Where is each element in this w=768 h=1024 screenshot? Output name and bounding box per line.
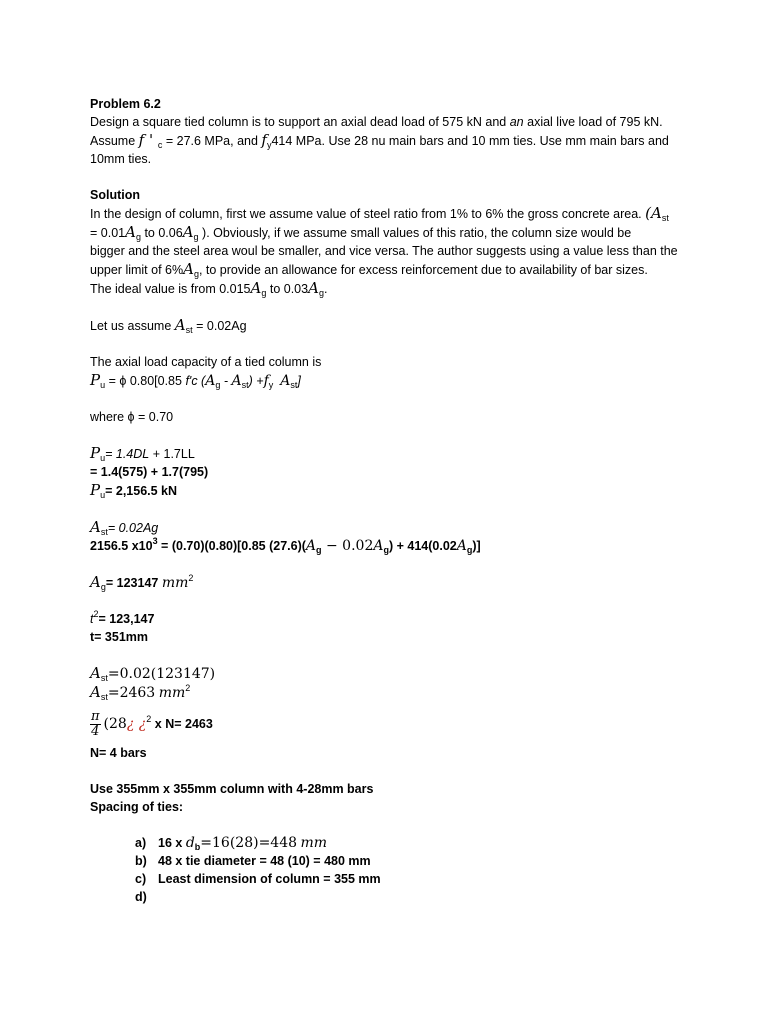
list-item: b) 48 x tie diameter = 48 (10) = 480 mm <box>135 854 371 868</box>
list-item: c) Least dimension of column = 355 mm <box>135 872 381 886</box>
t-squared: $t^2= 123,147$ <box>90 609 155 626</box>
ast-calc: $A_{st}=0.02(123147)$ <box>90 664 216 683</box>
t-result: t= 351mm <box>90 630 149 644</box>
capacity-equation: $P_u = \phi$ 0.80[0.85 f'c $(A_g - A_{st}) +f_y$ $A_{st}$] <box>90 371 301 390</box>
problem-title: Problem 6.2 <box>90 97 161 111</box>
capacity-line: The axial load capacity of a tied column is <box>90 355 322 369</box>
solution-para-line-3: bigger and the steel area woul be smaller, and vice versa. The author suggests using a value less than the <box>90 244 678 258</box>
solution-para-line-4: upper limit of $6\%A_g$, to provide an allowance for excess reinforcement due to availability of bar sizes. <box>90 260 648 279</box>
solution-para-line-5: The ideal value is from $0.015A_g$ to $0.03A_g$. <box>90 279 328 298</box>
list-item: a) 16 x $d_b=16(28)=448$ mm <box>135 835 328 852</box>
ag-result: $A_g= 123147$ $mm^2$ <box>90 573 194 592</box>
bar-count-equation: $\frac{\pi}{4}$ (28¿ ¿$^2$ x N= 2463 <box>91 709 213 739</box>
tie-spacing-list <box>135 834 690 906</box>
problem-line-2: Assume f ' $_c$ = 27.6 MPa, and $f_y414$ MPa. Use 28 nu main bars and 10 mm ties. Use mm main bars and <box>90 131 669 150</box>
use-column-line: Use 355mm x 355mm column with 4-28mm bars <box>90 782 374 796</box>
document-page <box>90 95 690 906</box>
problem-line-1: Design a square tied column is to support an axial dead load of 575 kN and an axial live load of 795 kN. <box>90 115 663 129</box>
list-item: d) <box>135 890 147 904</box>
bar-count-result: N= 4 bars <box>90 746 147 760</box>
solution-title: Solution <box>90 188 140 202</box>
pu-line-3: $P_u= 2,156.5$ kN <box>90 481 178 500</box>
pu-line-2: = 1.4(575) + 1.7(795) <box>90 465 209 479</box>
solution-para-line-2: = $0.01A_g$ to $0.06A_g$ ). Obviously, if we assume small values of this ratio, the column size would be <box>90 223 632 242</box>
pu-line-1: $P_u= 1.4DL + 1.7LL$ <box>90 444 195 463</box>
spacing-heading: Spacing of ties: <box>90 800 184 814</box>
problem-line-3: 10mm ties. <box>90 152 152 166</box>
ast-result: $A_{st}=2463$ $mm^2$ <box>90 683 191 702</box>
pi-over-4-fraction: $\frac{\pi}{4}$ <box>91 709 100 739</box>
solution-para-line-1: In the design of column, first we assume value of steel ratio from 1% to 6% the gross concrete area. ($A_{st}$ <box>90 204 669 223</box>
assume-line: Let us assume $A_{st} = 0.02Ag$ <box>90 316 247 335</box>
where-phi: where ϕ = 0.70 <box>90 410 174 424</box>
ast-equation: $A_{st}= 0.02Ag$ <box>90 518 159 537</box>
big-equation: 2156.5 $x10^3 = (0.70)(0.80)[0.85$ $(27.6)(A_g - 0.02A_g) + 414(0.02A_g)$] <box>90 536 481 555</box>
